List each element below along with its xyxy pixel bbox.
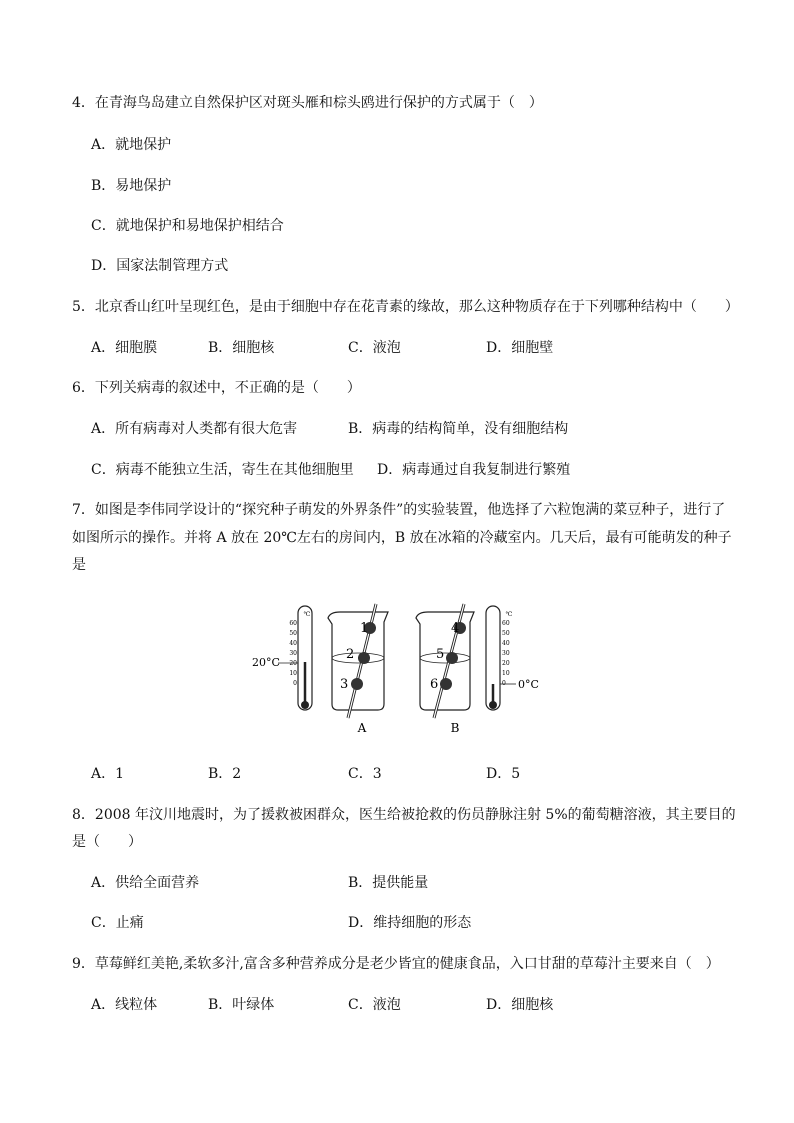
- question-7-option-a: A．1: [91, 766, 125, 782]
- seed-germination-figure: [248, 600, 548, 740]
- question-7-stem-line-2: 如图所示的操作。并将 A 放在 20℃左右的房间内，B 放在冰箱的冷藏室内。几天后，最有可能萌发的种子: [72, 530, 732, 546]
- question-8-option-d: D．维持细胞的形态: [348, 915, 472, 931]
- question-8-stem-line-2: 是（ ）: [72, 834, 142, 850]
- seed-label: 2: [346, 647, 355, 662]
- seed-label: 1: [360, 621, 369, 636]
- seed-label: 6: [430, 677, 439, 692]
- question-4-option-a: A．就地保护: [91, 137, 172, 153]
- right-tick: 20: [502, 660, 510, 667]
- left-tick: 0: [293, 680, 297, 687]
- question-6-option-d: D．病毒通过自我复制进行繁殖: [377, 462, 571, 478]
- question-5-option-c: C．液泡: [348, 340, 401, 356]
- seed-label: 3: [340, 677, 349, 692]
- left-tick: 40: [289, 640, 297, 647]
- question-9-option-c: C．液泡: [348, 997, 401, 1013]
- question-4-option-c: C．就地保护和易地保护相结合: [91, 218, 284, 234]
- question-6-stem: 6．下列关病毒的叙述中，不正确的是（ ）: [72, 380, 361, 396]
- left-tick: 20: [289, 660, 297, 667]
- experiment-diagram: [248, 600, 548, 740]
- question-7-stem-line-3: 是: [72, 557, 86, 573]
- question-4-option-b: B．易地保护: [91, 178, 172, 194]
- right-tick: 30: [502, 650, 510, 657]
- question-7-option-c: C．3: [348, 766, 382, 782]
- beaker-a: [328, 604, 388, 735]
- beaker-b-label: B: [450, 721, 460, 735]
- beaker-a-label: A: [357, 721, 367, 735]
- right-tick: 40: [502, 640, 510, 647]
- right-scale-unit: ℃: [505, 611, 513, 618]
- right-tick: 60: [502, 620, 510, 627]
- question-5-stem: 5．北京香山红叶呈现红色，是由于细胞中存在花青素的缘故，那么这种物质存在于下列哪种结构中（ ）: [72, 299, 739, 315]
- left-temperature-label: 20°C: [252, 656, 280, 669]
- seed-label: 4: [451, 621, 460, 636]
- question-6-option-b: B．病毒的结构简单，没有细胞结构: [348, 421, 569, 437]
- question-6-option-c: C．病毒不能独立生活，寄生在其他细胞里: [91, 462, 354, 478]
- right-tick: 10: [502, 670, 510, 677]
- question-5-option-a: A．细胞膜: [91, 340, 158, 356]
- question-9-option-a: A．线粒体: [91, 997, 158, 1013]
- question-9-stem: 9．草莓鲜红美艳,柔软多汁,富含多种营养成分是老少皆宜的健康食品，入口甘甜的草莓汁主要来自（ ）: [72, 956, 720, 972]
- question-5-option-b: B．细胞核: [208, 340, 275, 356]
- question-5-option-d: D．细胞壁: [486, 340, 554, 356]
- left-scale-unit: ℃: [303, 611, 311, 618]
- question-8-option-b: B．提供能量: [348, 875, 429, 891]
- left-tick: 50: [289, 630, 297, 637]
- right-thermometer: [486, 606, 516, 710]
- right-temperature-label: 0°C: [518, 678, 539, 691]
- seed-label: 5: [436, 647, 445, 662]
- left-tick: 60: [289, 620, 297, 627]
- question-4-option-d: D．国家法制管理方式: [91, 258, 229, 274]
- question-9-option-b: B．叶绿体: [208, 997, 275, 1013]
- question-8-option-a: A．供给全面营养: [91, 875, 200, 891]
- question-6-option-a: A．所有病毒对人类都有很大危害: [91, 421, 298, 437]
- question-8-option-c: C．止痛: [91, 915, 144, 931]
- left-tick: 30: [289, 650, 297, 657]
- question-7-option-b: B．2: [208, 766, 242, 782]
- left-tick: 10: [289, 670, 297, 677]
- beaker-b: [416, 604, 474, 735]
- question-4-stem: 4．在青海鸟岛建立自然保护区对斑头雁和棕头鸥进行保护的方式属于（ ）: [72, 95, 543, 111]
- question-7-stem-line-1: 7．如图是李伟同学设计的“探究种子萌发的外界条件”的实验装置，他选择了六粒饱满的菜豆种子，进行了: [72, 502, 726, 518]
- question-7-option-d: D．5: [486, 766, 521, 782]
- right-tick: 50: [502, 630, 510, 637]
- question-8-stem-line-1: 8．2008 年汶川地震时，为了援救被困群众，医生给被抢救的伤员静脉注射 5%的葡萄糖溶液，其主要目的: [72, 807, 736, 823]
- question-9-option-d: D．细胞核: [486, 997, 554, 1013]
- left-thermometer: [278, 606, 312, 710]
- right-tick: 0: [502, 680, 506, 687]
